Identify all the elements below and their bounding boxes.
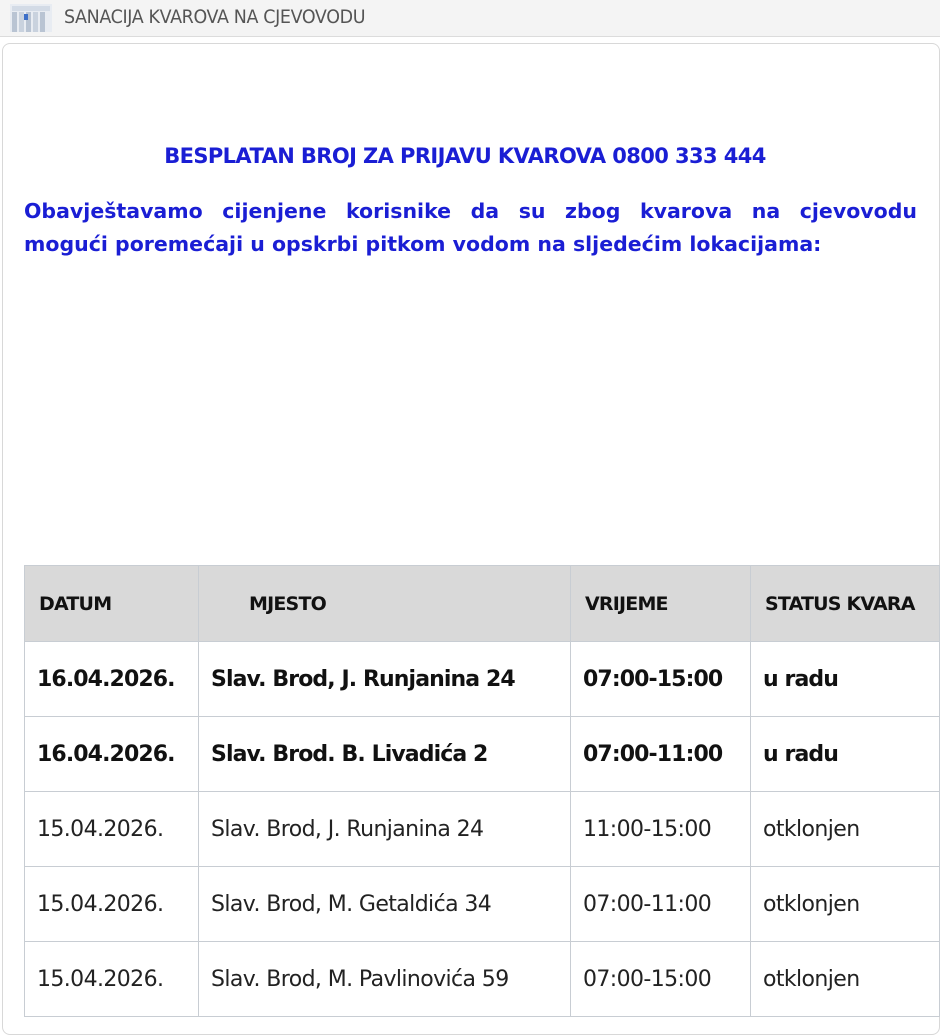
table-row [25,867,940,942]
module-header [0,0,940,37]
cell-datum: 15.04.2026. [25,792,199,867]
cell-status: otklonjen [751,792,940,867]
cell-status: otklonjen [751,942,940,1017]
module-title: SANACIJA KVAROVA NA CJEVOVODU [64,6,366,28]
faults-table [24,565,940,1017]
cell-status: otklonjen [751,867,940,942]
cell-mjesto: Slav. Brod, J. Runjanina 24 [199,792,571,867]
cell-datum: 16.04.2026. [25,642,199,717]
column-header-mjesto: MJESTO [199,566,571,642]
table-header-row [25,566,940,642]
table-icon [10,4,52,32]
cell-status: u radu [751,717,940,792]
cell-mjesto: Slav. Brod, M. Pavlinovića 59 [199,942,571,1017]
column-header-vrijeme: VRIJEME [571,566,751,642]
column-header-datum: DATUM [25,566,199,642]
cell-datum: 16.04.2026. [25,717,199,792]
cell-datum: 15.04.2026. [25,867,199,942]
cell-status: u radu [751,642,940,717]
cell-datum: 15.04.2026. [25,942,199,1017]
cell-vrijeme: 07:00-15:00 [571,642,751,717]
cell-mjesto: Slav. Brod. B. Livadića 2 [199,717,571,792]
cell-vrijeme: 11:00-15:00 [571,792,751,867]
table-row [25,942,940,1017]
table-row [25,792,940,867]
column-header-status: STATUS KVARA [751,566,940,642]
notice-text [24,195,917,261]
cell-vrijeme: 07:00-11:00 [571,867,751,942]
cell-vrijeme: 07:00-15:00 [571,942,751,1017]
cell-mjesto: Slav. Brod, M. Getaldića 34 [199,867,571,942]
notice-line-2: mogući poremećaji u opskrbi pitkom vodom na sljedećim lokacijama: [24,232,822,256]
table-row [25,717,940,792]
notice-line-1: Obavještavamo cijenjene korisnike da su zbog kvarova na cjevovodu [24,199,917,223]
hotline-text: BESPLATAN BROJ ZA PRIJAVU KVAROVA 0800 333 444 [164,144,766,168]
table-row [25,642,940,717]
cell-mjesto: Slav. Brod, J. Runjanina 24 [199,642,571,717]
cell-vrijeme: 07:00-11:00 [571,717,751,792]
